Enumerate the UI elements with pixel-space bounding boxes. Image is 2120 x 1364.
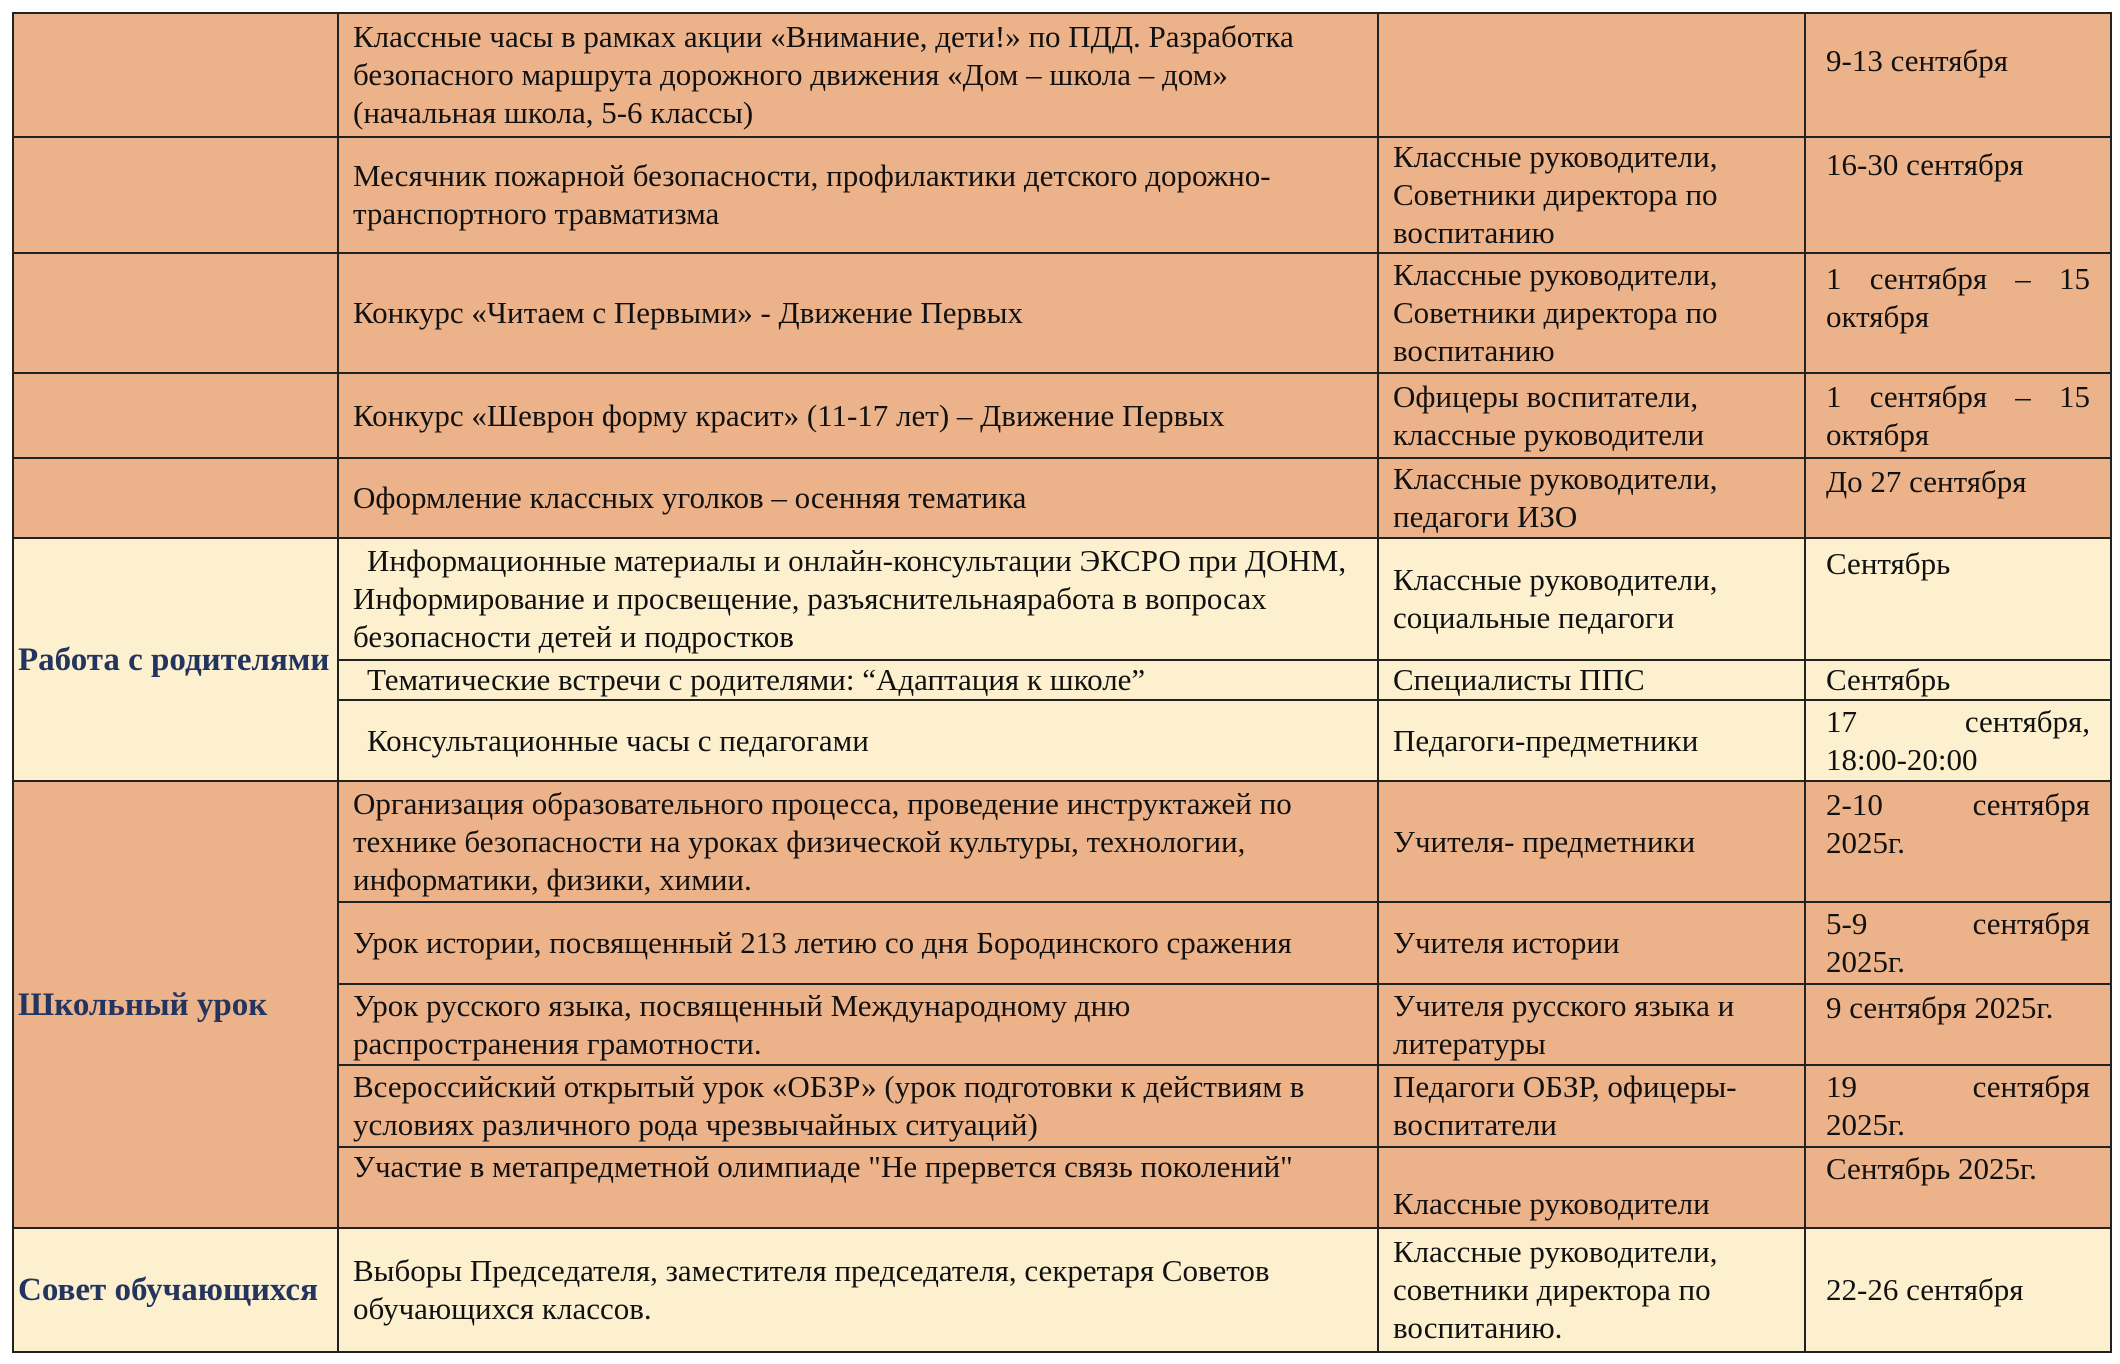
responsible-cell: Учителя русского языка и литературы — [1378, 984, 1805, 1065]
date-line: 2025г. — [1826, 944, 1905, 979]
date-cell: 22-26 сентября — [1805, 1228, 2111, 1352]
event-cell: Организация образовательного процесса, проведение инструктажей по технике безопасности на уроках физической культуры, технологии, информатики, физики, химии. — [338, 781, 1378, 902]
document-page — [12, 12, 2110, 1353]
section-cell — [13, 458, 338, 538]
section-title-council: Совет обучающихся — [13, 1228, 338, 1352]
section-cell — [13, 137, 338, 253]
table-row — [13, 137, 2111, 253]
event-cell: Информационные материалы и онлайн-консультации ЭКСРО при ДОНМ, Информирование и просвещение, разъяснительнаяработа в вопросах безопасности детей и подростков — [338, 538, 1378, 660]
events-table — [12, 12, 2112, 1353]
date-cell: 16-30 сентября — [1805, 137, 2111, 253]
table-row — [13, 781, 2111, 902]
responsible-cell: Специалисты ППС — [1378, 660, 1805, 700]
date-line: октября — [1826, 299, 1930, 334]
date-line-spread: 2-10 сентября — [1826, 787, 2090, 822]
section-title-parents: Работа с родителями — [13, 538, 338, 781]
date-line — [1826, 260, 2090, 298]
event-cell: Консультационные часы с педагогами — [338, 700, 1378, 781]
date-line-spread: 5-9 сентября — [1826, 906, 2090, 941]
table-row — [13, 1228, 2111, 1352]
date-cell — [1805, 902, 2111, 984]
section-cell — [13, 373, 338, 458]
date-line: 2025г. — [1826, 825, 1905, 860]
responsible-cell: Классные руководители, Советники директора по воспитанию — [1378, 137, 1805, 253]
table-row — [13, 253, 2111, 373]
event-cell: Конкурс «Читаем с Первыми» - Движение Первых — [338, 253, 1378, 373]
responsible-cell: Классные руководители — [1378, 1147, 1805, 1228]
event-cell: Участие в метапредметной олимпиаде "Не прервется связь поколений" — [338, 1147, 1378, 1228]
date-cell — [1805, 700, 2111, 781]
event-cell: Всероссийский открытый урок «ОБЗР» (урок подготовки к действиям в условиях различного рода чрезвычайных ситуаций) — [338, 1065, 1378, 1147]
event-cell: Оформление классных уголков – осенняя тематика — [338, 458, 1378, 538]
date-line: 18:00-20:00 — [1826, 742, 1978, 777]
table-row — [13, 13, 2111, 137]
responsible-cell: Классные руководители, социальные педагоги — [1378, 538, 1805, 660]
date-line: 2025г. — [1826, 1107, 1905, 1142]
responsible-cell: Классные руководители, Советники директора по воспитанию — [1378, 253, 1805, 373]
event-cell: Классные часы в рамках акции «Внимание, дети!» по ПДД. Разработка безопасного маршрута дорожного движения «Дом – школа – дом» (начальная школа, 5-6 классы) — [338, 13, 1378, 137]
date-line: октября — [1826, 417, 1930, 452]
date-cell — [1805, 781, 2111, 902]
date-cell — [1805, 253, 2111, 373]
date-cell — [1805, 1065, 2111, 1147]
date-line-spread: 19 сентября — [1826, 1069, 2090, 1104]
table-row — [13, 538, 2111, 660]
table-row — [13, 373, 2111, 458]
responsible-cell: Классные руководители, педагоги ИЗО — [1378, 458, 1805, 538]
date-line-spread: 17 сентября, — [1826, 704, 2090, 739]
date-cell: Сентябрь — [1805, 660, 2111, 700]
event-cell: Урок русского языка, посвященный Международному дню распространения грамотности. — [338, 984, 1378, 1065]
date-cell: 9 сентября 2025г. — [1805, 984, 2111, 1065]
date-cell: До 27 сентября — [1805, 458, 2111, 538]
date-cell: Сентябрь — [1805, 538, 2111, 660]
event-cell: Тематические встречи с родителями: “Адаптация к школе” — [338, 660, 1378, 700]
date-cell — [1805, 373, 2111, 458]
responsible-cell: Педагоги ОБЗР, офицеры-воспитатели — [1378, 1065, 1805, 1147]
responsible-cell: Офицеры воспитатели, классные руководители — [1378, 373, 1805, 458]
responsible-cell: Классные руководители, советники директора по воспитанию. — [1378, 1228, 1805, 1352]
table-row — [13, 458, 2111, 538]
responsible-cell — [1378, 13, 1805, 137]
date-line-text: 1 сентября – 15 — [1826, 261, 2090, 296]
section-title-lesson: Школьный урок — [13, 781, 338, 1228]
responsible-cell: Учителя- предметники — [1378, 781, 1805, 902]
date-cell: 9-13 сентября — [1805, 13, 2111, 137]
date-line-spread: 1 сентября – 15 — [1826, 379, 2090, 414]
section-cell — [13, 13, 338, 137]
section-cell — [13, 253, 338, 373]
event-cell: Конкурс «Шеврон форму красит» (11-17 лет) – Движение Первых — [338, 373, 1378, 458]
date-cell: Сентябрь 2025г. — [1805, 1147, 2111, 1228]
event-cell: Урок истории, посвященный 213 летию со дня Бородинского сражения — [338, 902, 1378, 984]
responsible-cell: Педагоги-предметники — [1378, 700, 1805, 781]
responsible-cell: Учителя истории — [1378, 902, 1805, 984]
event-cell: Месячник пожарной безопасности, профилактики детского дорожно-транспортного травматизма — [338, 137, 1378, 253]
event-cell: Выборы Председателя, заместителя председателя, секретаря Советов обучающихся классов. — [338, 1228, 1378, 1352]
